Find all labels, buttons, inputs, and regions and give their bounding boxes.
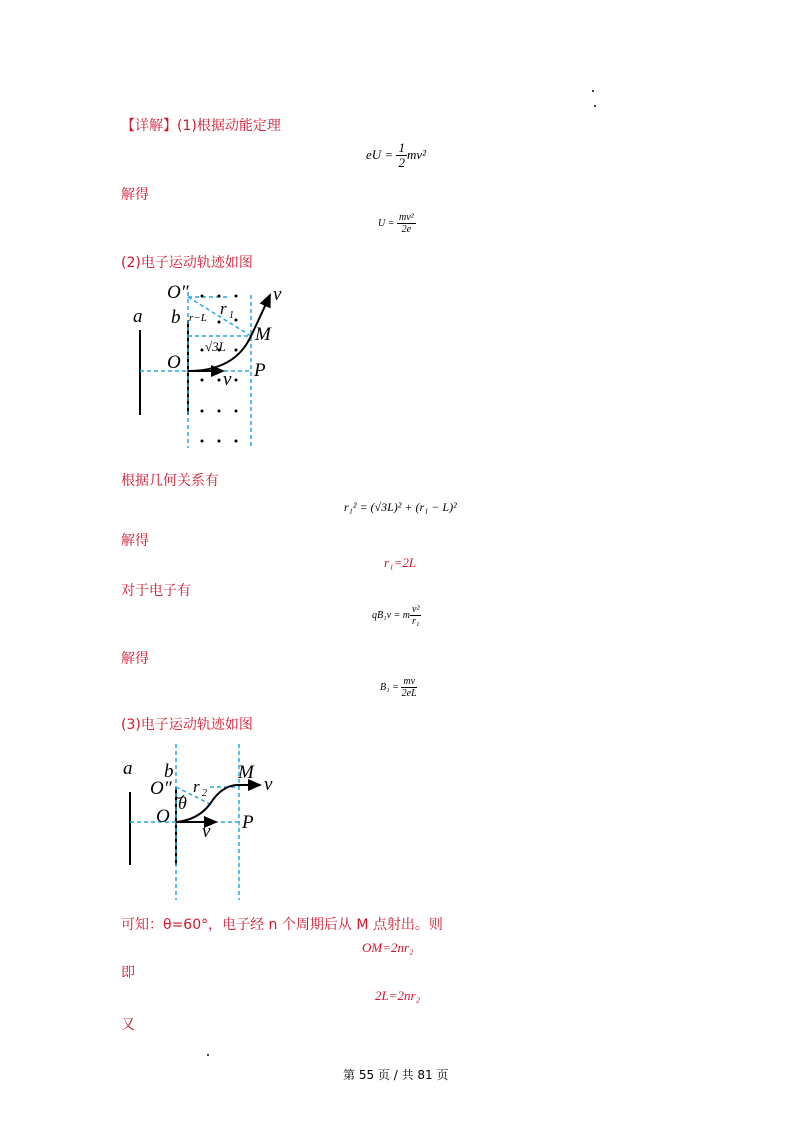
equation-2l: 2L=2nr₂ [375,988,421,1003]
eq2-num: mv² [398,212,414,223]
label-a: a [123,758,133,779]
label-o-double-prime: O″ [150,778,172,799]
label-sqrt3-l: √3L [205,339,226,354]
you-label: 又 [121,1017,135,1033]
label-o-double-prime: O″ [167,282,189,303]
trajectory-figure-2 [118,742,283,902]
label-v-right: v [264,774,273,795]
section-header: 【详解】(1)根据动能定理 [121,118,281,134]
label-r1: r [220,299,227,318]
ji-label: 即 [121,965,135,981]
eq1-lhs: eU = [366,146,397,162]
equation-lorentz-force [372,604,421,627]
eq1-den: 2 [398,155,405,171]
eq5-lhs: qB₁v = m [372,609,410,621]
conclusion-text: 可知：θ=60°，电子经 n 个周期后从 M 点射出。则 [121,917,443,933]
label-m: M [238,762,254,783]
page-footer: 第 55 页 / 共 81 页 [343,1068,449,1082]
stray-dot [594,105,596,107]
label-p: P [254,360,266,381]
label-o: O [167,352,181,373]
eq2-lhs: U = [378,217,397,229]
label-r1-sub: 1 [229,310,234,321]
label-b: b [171,307,181,328]
label-a: a [133,306,143,327]
eq1-rhs: mv² [406,146,426,162]
electron-label: 对于电子有 [121,583,191,599]
equation-kinetic-energy [366,141,426,171]
label-o: O [156,806,170,827]
eq5-num: v² [412,604,420,615]
stray-dot [592,90,594,92]
eq5-den: r₁ [412,616,420,627]
eq1-num: 1 [398,140,405,155]
solve-label: 解得 [121,651,149,667]
label-r2-sub: 2 [202,788,207,799]
label-theta: θ [178,793,187,813]
equation-om: OM=2nr₂ [362,940,414,955]
label-b: b [164,761,174,782]
part3-label: (3)电子运动轨迹如图 [121,717,253,733]
label-r-minus-l: r−L [189,312,207,324]
eq6-lhs: B₁ = [380,681,402,693]
equation-b1 [380,676,417,699]
label-v-bottom: v [223,369,232,390]
label-r2: r [193,777,200,796]
eq6-den: 2eL [401,688,417,699]
equation-voltage [378,212,416,235]
eq2-den: 2e [401,224,412,235]
solve-label: 解得 [121,187,149,203]
geometry-label: 根据几何关系有 [121,473,219,489]
label-p: P [242,812,254,833]
label-m: M [255,324,271,345]
stray-dot [207,1054,209,1056]
label-v-top: v [273,284,282,305]
part2-label: (2)电子运动轨迹如图 [121,255,253,271]
solve-label: 解得 [121,533,149,549]
equation-geometry: r₁² = (√3L)² + (r₁ − L)² [344,500,457,514]
label-v-bottom: v [202,821,211,842]
equation-radius: r₁=2L [384,555,417,570]
eq6-num: mv [403,676,416,687]
trajectory-figure-1 [125,280,300,450]
